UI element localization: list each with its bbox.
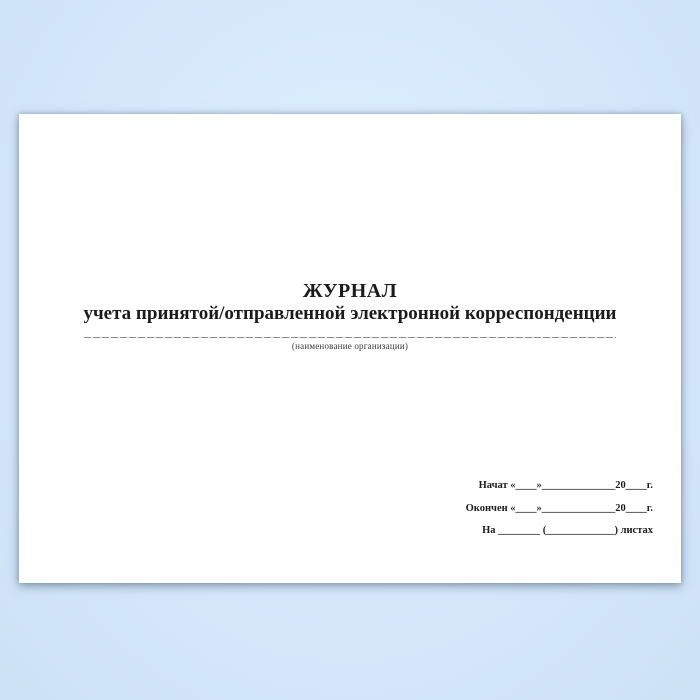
document-page [19,114,681,583]
journal-title: ЖУРНАЛ [302,280,398,302]
field-started: Начат «____»______________20____г. [478,480,653,491]
fill-in-fields [466,475,653,543]
org-name-rule [84,337,616,338]
journal-subtitle: учета принятой/отправленной электронной корреспонденции [83,303,617,324]
field-finished: Окончен «____»______________20____г. [465,502,653,514]
org-name-caption: (наименование организации) [291,341,409,351]
field-sheets: На ________ (_____________) листах [482,525,653,536]
